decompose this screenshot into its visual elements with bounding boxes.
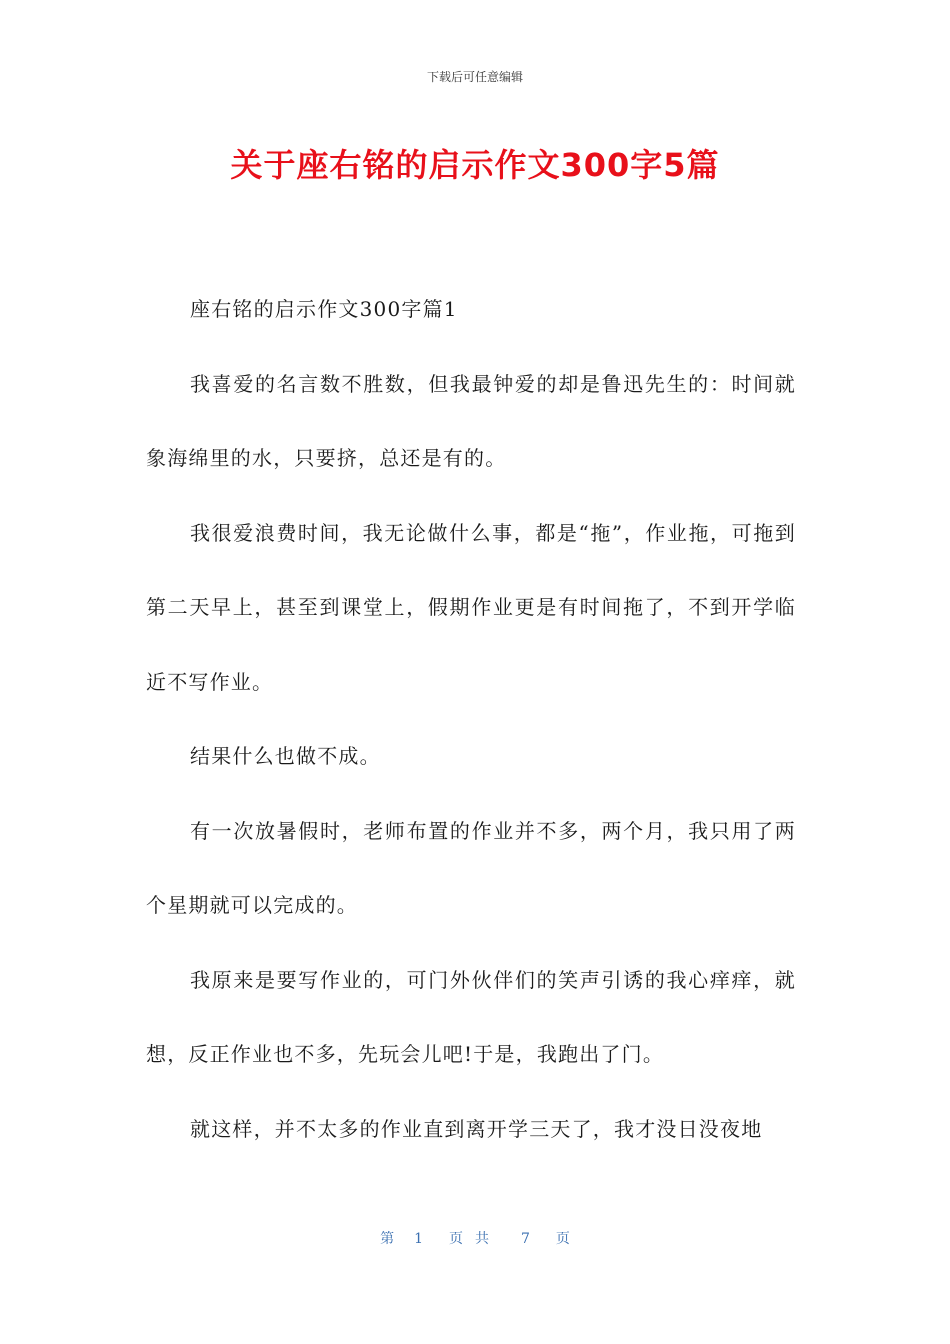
paragraph: 我很爱浪费时间，我无论做什么事，都是“拖”，作业拖，可拖到第二天早上，甚至到课堂上，假期作业更是有时间拖了，不到开学临近不写作业。 [146, 520, 796, 694]
paragraph-heading: 座右铭的启示作文300字篇1 [190, 297, 458, 321]
paragraph: 我原来是要写作业的，可门外伙伴们的笑声引诱的我心痒痒，就想，反正作业也不多，先玩会儿吧!于是，我跑出了门。 [146, 967, 796, 1066]
header-note: 下载后可任意编辑 [426, 70, 523, 84]
page-suffix: 页 [555, 1231, 570, 1247]
paragraph: 有一次放暑假时，老师布置的作业并不多，两个月，我只用了两个星期就可以完成的。 [146, 818, 796, 917]
paragraph: 结果什么也做不成。 [190, 744, 381, 768]
paragraph: 我喜爱的名言数不胜数，但我最钟爱的却是鲁迅先生的：时间就象海绵里的水，只要挤，总还是有的。 [146, 371, 796, 470]
current-page-number: 1 [414, 1231, 423, 1247]
page-footer [0, 1228, 950, 1248]
document-body [146, 272, 796, 1166]
paragraph: 就这样，并不太多的作业直到离开学三天了，我才没日没夜地 [190, 1116, 763, 1141]
total-pages-number: 7 [521, 1231, 530, 1247]
page-mid-label: 页共 [449, 1231, 501, 1247]
page-prefix: 第 [380, 1231, 395, 1247]
document-title: 关于座右铭的启示作文300字5篇 [230, 146, 720, 184]
